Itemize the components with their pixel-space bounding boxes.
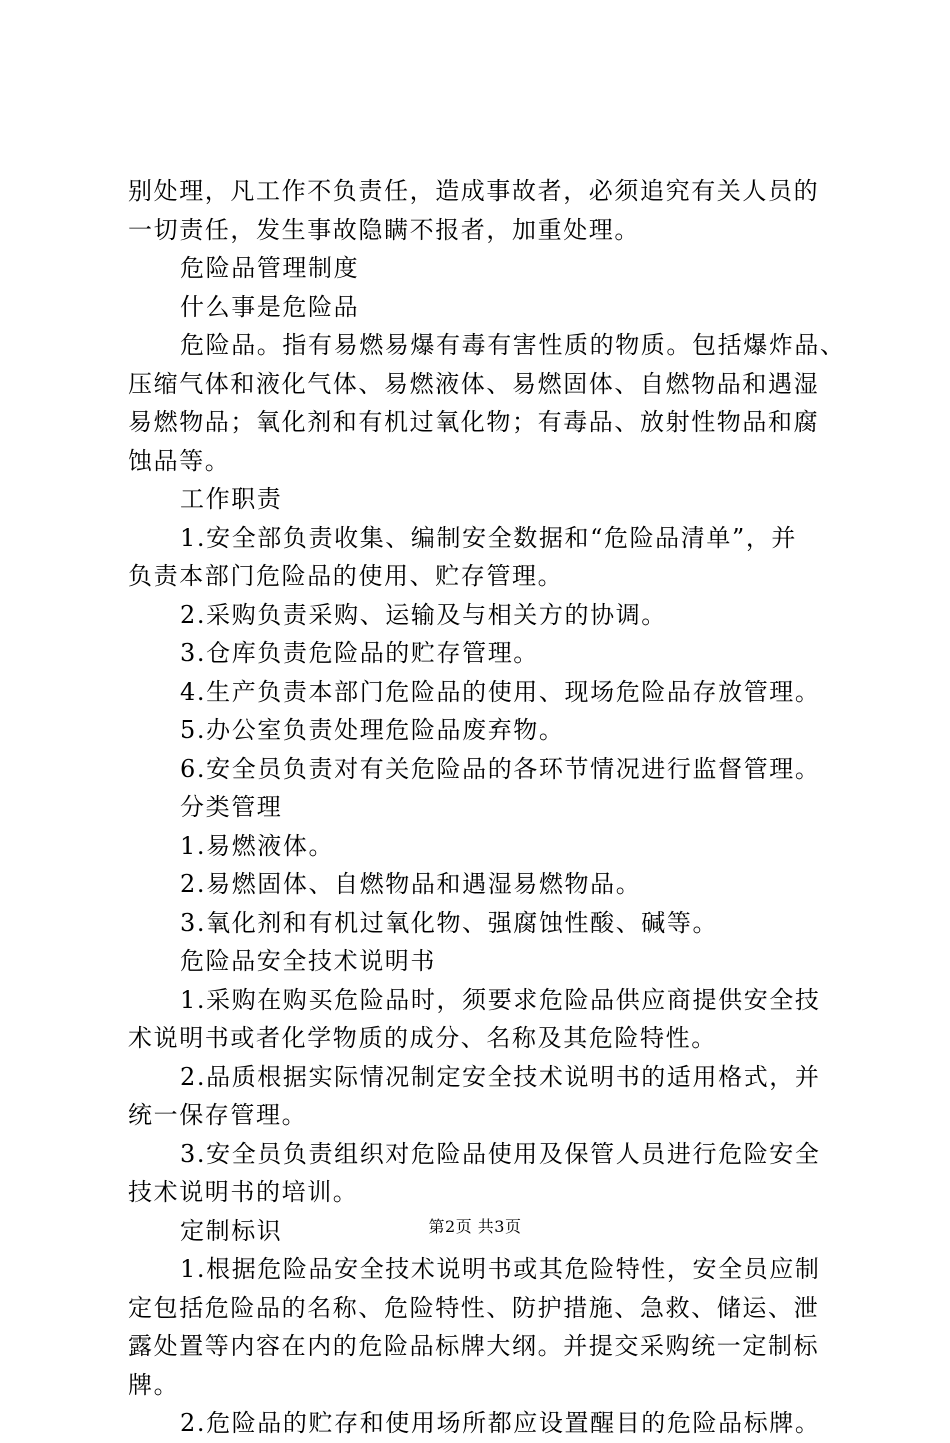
document-body [128, 172, 846, 1443]
text-line: 1.安全部负责收集、编制安全数据和“危险品清单”，并 [180, 523, 798, 552]
text-line: 2.品质根据实际情况制定安全技术说明书的适用格式，并 [180, 1062, 821, 1091]
text-line: 1.采购在购买危险品时，须要求危险品供应商提供安全技 [180, 985, 821, 1014]
text-line: 压缩气体和液化气体、易燃液体、易燃固体、自燃物品和遇湿 [128, 369, 820, 398]
text-line: 6.安全员负责对有关危险品的各环节情况进行监督管理。 [180, 754, 821, 783]
text-line: 3.仓库负责危险品的贮存管理。 [180, 639, 539, 667]
text-line: 4.生产负责本部门危险品的使用、现场危险品存放管理。 [180, 677, 821, 706]
text-line: 危险品。指有易燃易爆有毒有害性质的物质。包括爆炸品、 [180, 331, 846, 359]
text-line: 易燃物品；氧化剂和有机过氧化物；有毒品、放射性物品和腐 [128, 408, 820, 436]
text-line: 工作职责 [180, 485, 283, 513]
text-line: 2.危险品的贮存和使用场所都应设置醒目的危险品标牌。 [180, 1409, 821, 1437]
text-line: 定制标识 [180, 1216, 283, 1245]
text-line: 统一保存管理。 [128, 1101, 308, 1129]
text-line: 定包括危险品的名称、危险特性、防护措施、急救、储运、泄 [128, 1293, 820, 1322]
text-line: 1.易燃液体。 [180, 831, 335, 860]
text-line: 牌。 [128, 1370, 180, 1399]
text-line: 危险品安全技术说明书 [180, 947, 436, 975]
text-line: 蚀品等。 [128, 446, 231, 475]
text-line: 2.易燃固体、自燃物品和遇湿易燃物品。 [180, 870, 642, 898]
text-line: 技术说明书的培训。 [128, 1178, 359, 1206]
text-line: 负责本部门危险品的使用、贮存管理。 [128, 562, 564, 590]
text-line: 5.办公室负责处理危险品废弃物。 [180, 716, 565, 744]
text-line: 1.根据危险品安全技术说明书或其危险特性，安全员应制 [180, 1255, 821, 1283]
text-line: 别处理，凡工作不负责任，造成事故者，必须追究有关人员的 [128, 177, 820, 205]
text-line: 3.氧化剂和有机过氧化物、强腐蚀性酸、碱等。 [180, 908, 719, 937]
text-line: 2.采购负责采购、运输及与相关方的协调。 [180, 600, 667, 629]
text-line: 分类管理 [180, 793, 283, 821]
text-line: 露处置等内容在内的危险品标牌大纲。并提交采购统一定制标 [128, 1332, 820, 1360]
page-number-footer: 第2页 共3页 [428, 1217, 522, 1236]
text-line: 什么事是危险品 [180, 292, 360, 321]
text-line: 危险品管理制度 [180, 254, 360, 282]
text-line: 3.安全员负责组织对危险品使用及保管人员进行危险安全 [180, 1139, 821, 1168]
text-line: 一切责任，发生事故隐瞒不报者，加重处理。 [128, 215, 640, 244]
text-line: 术说明书或者化学物质的成分、名称及其危险特性。 [128, 1024, 717, 1052]
